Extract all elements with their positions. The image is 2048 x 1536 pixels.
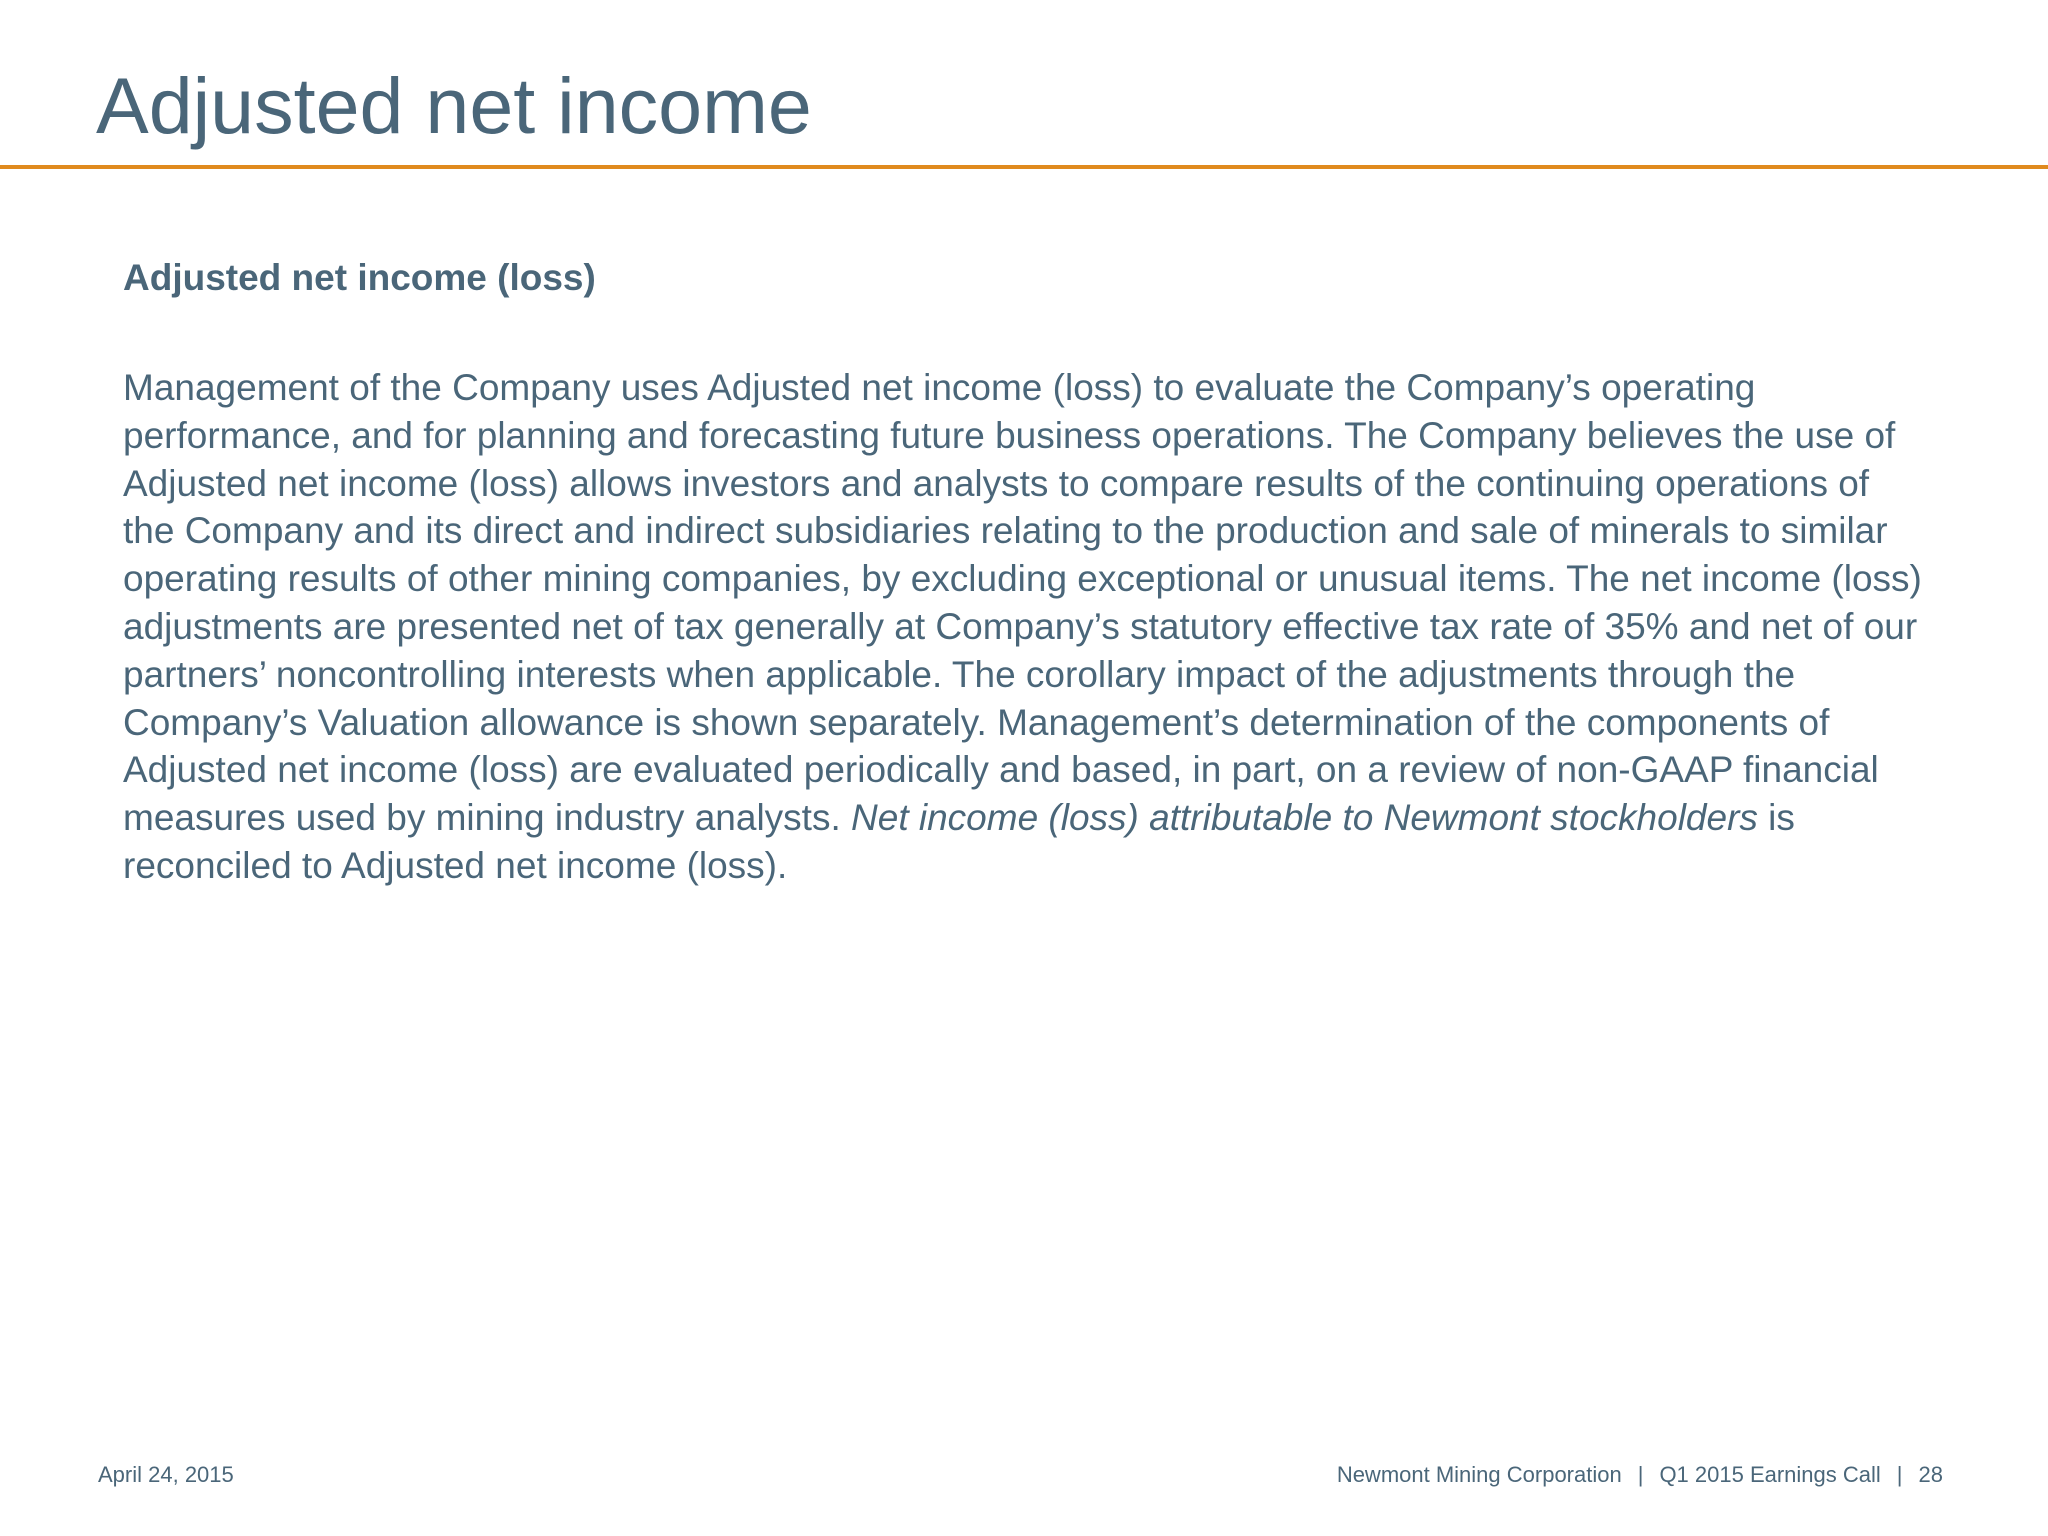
body-text-emphasis: Net income (loss) attributable to Newmont stockholders	[851, 797, 1758, 839]
footer-info	[1337, 1462, 1943, 1488]
body-text-part-2: is reconciled to Adjusted net income (loss).	[123, 797, 1795, 886]
slide-title: Adjusted net income	[96, 61, 812, 150]
footer-separator: |	[1896, 1462, 1903, 1487]
body-paragraph	[123, 364, 1928, 890]
footer-company: Newmont Mining Corporation	[1336, 1462, 1622, 1487]
section-heading: Adjusted net income (loss)	[123, 257, 596, 298]
footer-date: April 24, 2015	[98, 1462, 234, 1487]
body-text-part-1: Management of the Company uses Adjusted net income (loss) to evaluate the Company’s operating performance, and for planning and forecasting future business operations. The Company believes the use of Adjusted net income (loss) allows investors and analysts to compare results of the continuing operations of the Company and its direct and indirect subsidiaries relating to the production and sale of minerals to similar operating results of other mining companies, by excluding exceptional or unusual items. The net income (loss) adjustments are presented net of tax generally at Company’s statutory effective tax rate of 35% and net of our partners’ noncontrolling interests when applicable. The corollary impact of the adjustments through the Company’s Valuation allowance is shown separately. Management’s determination of the components of Adjusted net income (loss) are evaluated periodically and based, in part, on a review of non-GAAP financial measures used by mining industry analysts.	[123, 367, 1922, 839]
footer-separator: |	[1637, 1462, 1644, 1487]
footer-event: Q1 2015 Earnings Call	[1659, 1462, 1881, 1487]
page-number: 28	[1918, 1462, 1943, 1487]
title-divider	[0, 165, 2048, 169]
